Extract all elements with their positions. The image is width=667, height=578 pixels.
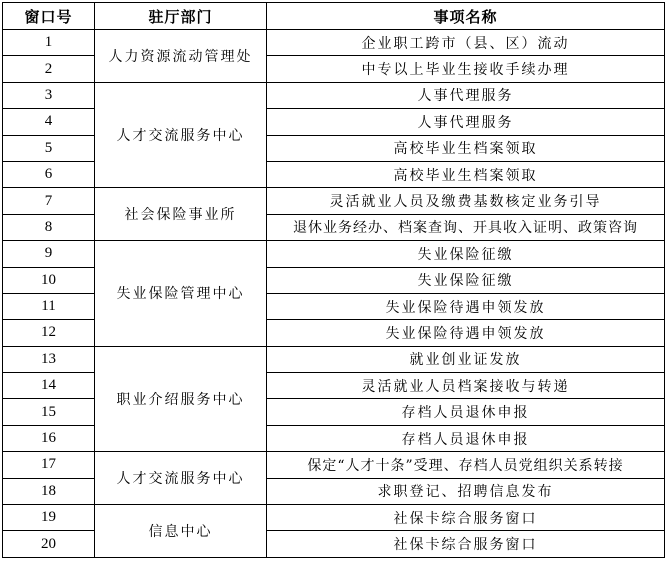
department-cell: 人才交流服务中心 [95,82,267,188]
item-name-cell: 失业保险待遇申领发放 [267,320,665,346]
window-number-cell: 20 [3,531,95,557]
window-number-cell: 19 [3,505,95,531]
window-number-cell: 10 [3,267,95,293]
window-number-cell: 3 [3,82,95,108]
window-number-cell: 8 [3,214,95,240]
item-name-cell: 社保卡综合服务窗口 [267,531,665,557]
window-number-cell: 18 [3,478,95,504]
item-name-cell: 高校毕业生档案领取 [267,161,665,187]
department-cell: 信息中心 [95,505,267,558]
window-number-cell: 12 [3,320,95,346]
department-cell: 职业介绍服务中心 [95,346,267,452]
table-row [3,30,665,56]
window-number-cell: 6 [3,161,95,187]
table-row [3,241,665,267]
table-row [3,452,665,478]
window-number-cell: 1 [3,30,95,56]
item-name-cell: 社保卡综合服务窗口 [267,505,665,531]
department-cell: 失业保险管理中心 [95,241,267,347]
item-name-cell: 存档人员退休申报 [267,425,665,451]
item-name-cell: 灵活就业人员及缴费基数核定业务引导 [267,188,665,214]
table-row [3,346,665,372]
window-number-cell: 2 [3,56,95,82]
item-name-cell: 失业保险征缴 [267,241,665,267]
department-cell: 人力资源流动管理处 [95,30,267,83]
item-name-cell: 中专以上毕业生接收手续办理 [267,56,665,82]
table-row [3,82,665,108]
table-body [3,30,665,558]
item-name-cell: 人事代理服务 [267,109,665,135]
item-name-cell: 企业职工跨市（县、区）流动 [267,30,665,56]
header-department: 驻厅部门 [95,3,267,30]
item-name-cell: 灵活就业人员档案接收与转递 [267,373,665,399]
window-number-cell: 4 [3,109,95,135]
department-cell: 人才交流服务中心 [95,452,267,505]
window-number-cell: 9 [3,241,95,267]
item-name-cell: 高校毕业生档案领取 [267,135,665,161]
item-name-cell: 人事代理服务 [267,82,665,108]
department-cell: 社会保险事业所 [95,188,267,241]
table-row [3,188,665,214]
window-number-cell: 13 [3,346,95,372]
header-item-name: 事项名称 [267,3,665,30]
service-window-table [2,2,665,558]
item-name-cell: 就业创业证发放 [267,346,665,372]
window-number-cell: 17 [3,452,95,478]
window-number-cell: 7 [3,188,95,214]
header-window-number: 窗口号 [3,3,95,30]
window-number-cell: 16 [3,425,95,451]
window-number-cell: 11 [3,293,95,319]
window-number-cell: 15 [3,399,95,425]
window-number-cell: 14 [3,373,95,399]
item-name-cell: 求职登记、招聘信息发布 [267,478,665,504]
header-row [3,3,665,30]
item-name-cell: 失业保险征缴 [267,267,665,293]
item-name-cell: 失业保险待遇申领发放 [267,293,665,319]
window-number-cell: 5 [3,135,95,161]
table-row [3,505,665,531]
table-header [3,3,665,30]
item-name-cell: 存档人员退休申报 [267,399,665,425]
item-name-cell: 退休业务经办、档案查询、开具收入证明、政策咨询 [267,214,665,240]
item-name-cell: 保定“人才十条”受理、存档人员党组织关系转接 [267,452,665,478]
